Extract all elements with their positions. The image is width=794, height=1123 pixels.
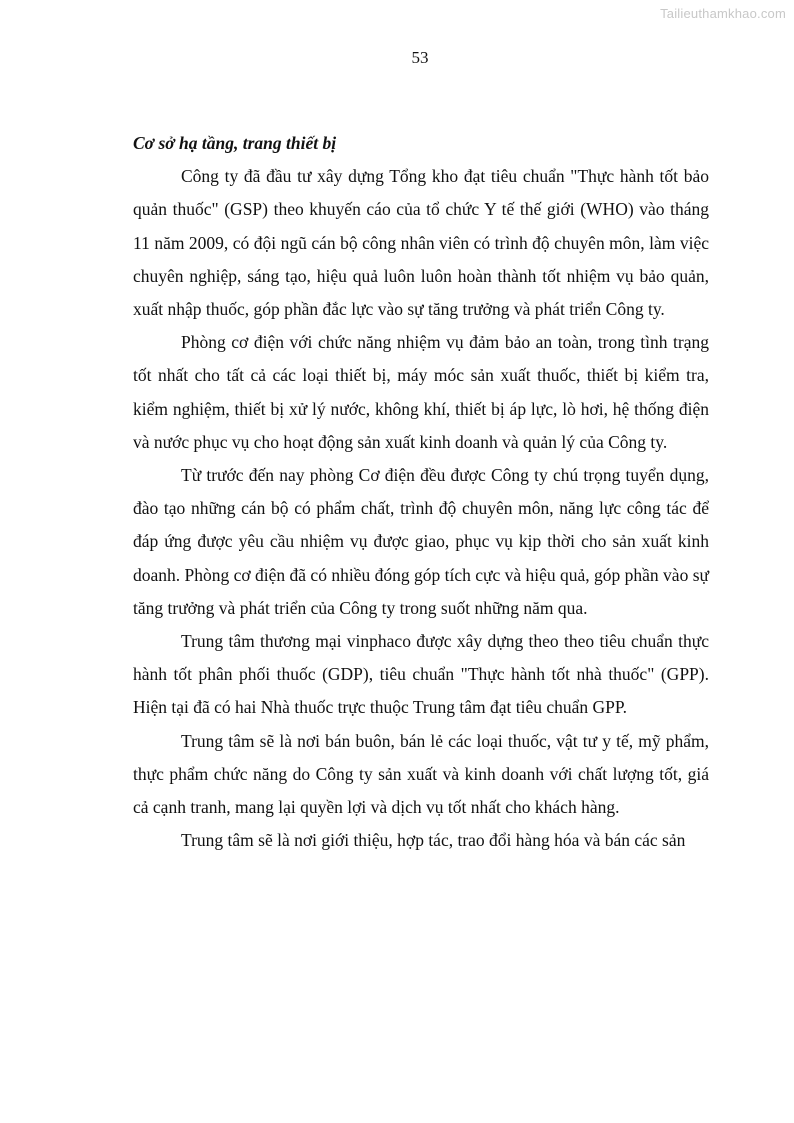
paragraph-trade-center: Trung tâm thương mại vinphaco được xây dựng theo theo tiêu chuẩn thực hành tốt phân phối thuốc (GDP), tiêu chuẩn "Thực hành tốt nhà thuốc" (GPP). Hiện tại đã có hai Nhà thuốc trực thuộc Trung tâm đạt tiêu chuẩn GPP. (133, 631, 709, 718)
section-heading: Cơ sở hạ tầng, trang thiết bị (133, 133, 337, 153)
paragraph-gsp-warehouse: Công ty đã đầu tư xây dựng Tổng kho đạt tiêu chuẩn "Thực hành tốt bảo quản thuốc" (GSP) theo khuyến cáo của tổ chức Y tế thế giới (WHO) vào tháng 11 năm 2009, có đội ngũ cán bộ công nhân viên có trình độ chuyên môn, làm việc chuyên nghiệp, sáng tạo, hiệu quả luôn luôn hoàn thành tốt nhiệm vụ bảo quản, xuất nhập thuốc, góp phần đắc lực vào sự tăng trưởng và phát triển Công ty. (133, 166, 709, 320)
paragraph-electromechanical-department: Phòng cơ điện với chức năng nhiệm vụ đảm bảo an toàn, trong tình trạng tốt nhất cho tất cả các loại thiết bị, máy móc sản xuất thuốc, thiết bị kiểm tra, kiểm nghiệm, thiết bị xử lý nước, không khí, thiết bị áp lực, lò hơi, hệ thống điện và nước phục vụ cho hoạt động sản xuất kinh doanh và quản lý của Công ty. (133, 332, 709, 452)
page-number: 53 (411, 48, 429, 67)
watermark: Tailieuthamkhao.com (660, 6, 786, 21)
paragraph-trade-center-cooperation: Trung tâm sẽ là nơi giới thiệu, hợp tác, trao đổi hàng hóa và bán các sản (181, 830, 686, 851)
document-body (133, 127, 709, 857)
paragraph-staff-training: Từ trước đến nay phòng Cơ điện đều được Công ty chú trọng tuyển dụng, đào tạo những cán bộ có phẩm chất, trình độ chuyên môn, năng lực công tác để đáp ứng được yêu cầu nhiệm vụ được giao, phục vụ kịp thời cho sản xuất kinh doanh. Phòng cơ điện đã có nhiều đóng góp tích cực và hiệu quả, góp phần vào sự tăng trưởng và phát triển của Công ty trong suốt những năm qua. (133, 465, 709, 618)
paragraph-trade-center-sales: Trung tâm sẽ là nơi bán buôn, bán lẻ các loại thuốc, vật tư y tế, mỹ phẩm, thực phẩm chức năng do Công ty sản xuất và kinh doanh với chất lượng tốt, giá cả cạnh tranh, mang lại quyền lợi và dịch vụ tốt nhất cho khách hàng. (133, 730, 709, 818)
